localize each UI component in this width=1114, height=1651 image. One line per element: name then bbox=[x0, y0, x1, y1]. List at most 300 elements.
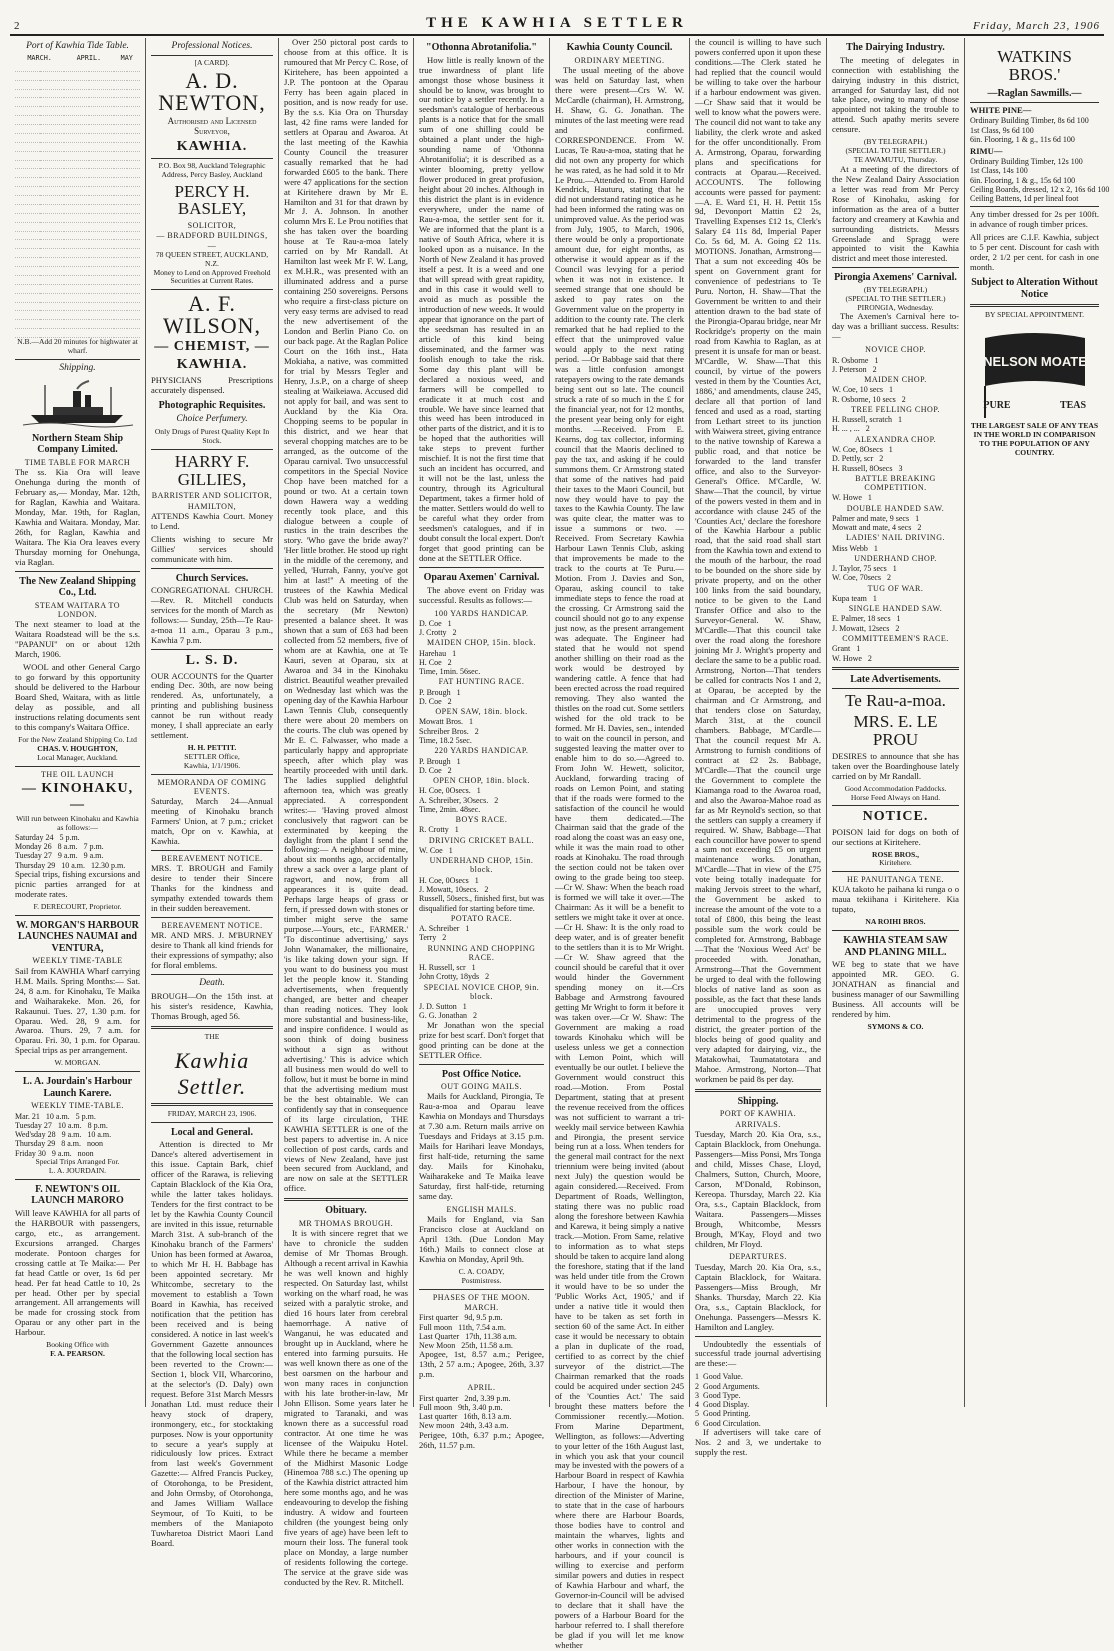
column-3 bbox=[279, 37, 414, 1588]
tide-cell bbox=[114, 80, 127, 89]
tide-cell bbox=[114, 284, 127, 293]
le-prou-horse-feed: Horse Feed Always on Hand. bbox=[850, 792, 941, 802]
lsd-notice: OUR ACCOUNTS for the Quarter ending Dec. 30th, are now being rendered. As, unfortunately, a printing and publishing business cannot be run without ready money, I shall appreciate an early settlement. bbox=[151, 670, 273, 741]
wilson-photographic: Photographic Requisites. bbox=[158, 399, 266, 411]
tide-cell bbox=[127, 293, 140, 302]
tide-cell bbox=[127, 204, 140, 213]
nzs-notice: The next steamer to load at the Waitara Roadstead will be the s.s. "PAPANUI" on or about 12th March, 1906. bbox=[15, 619, 140, 660]
tide-cell bbox=[114, 151, 127, 160]
newton-surveyor-name: A. D. NEWTON, bbox=[158, 67, 266, 115]
oparau-event-result: J. D. Sutton 1 bbox=[419, 1002, 467, 1012]
tide-cell bbox=[15, 133, 40, 142]
death-title: Death. bbox=[199, 978, 225, 989]
oil-launch-name: — KINOHAKU, — bbox=[21, 780, 134, 813]
nss-company-name: Northern Steam Ship Company Limited. bbox=[31, 432, 124, 456]
tide-cell bbox=[89, 213, 114, 222]
moon-april-perigee: Perigee, 10th, 6.37 p.m.; Apogee, 26th, 11.57 p.m. bbox=[419, 1429, 544, 1450]
notice-place: Kiritehere. bbox=[879, 858, 912, 868]
price-row: Ordinary Building Timber, 12s 100 bbox=[970, 157, 1083, 167]
tide-cell bbox=[40, 213, 65, 222]
tide-row bbox=[15, 151, 140, 160]
moon-row: First quarter 9d, 9.5 p.m. bbox=[419, 1313, 503, 1323]
english-mails-sign: C. A. COADY, bbox=[458, 1267, 505, 1277]
oparau-event-result: W. Coe 1 bbox=[419, 845, 453, 855]
tide-cell bbox=[127, 213, 140, 222]
moon-march-label: MARCH. bbox=[464, 1303, 499, 1313]
bereavement-body-1: MRS. T. BROUGH and Family desire to tender their Sincere Thanks for the kindness and sympathy extended towards them in their sudden bereavement. bbox=[151, 863, 273, 914]
tide-cell bbox=[40, 275, 65, 284]
jourdain-row: Wed'sday 28 9 a.m. 10 a.m. bbox=[15, 1130, 112, 1140]
tide-cell bbox=[127, 142, 140, 151]
notice-sign: ROSE BROS., bbox=[871, 849, 920, 859]
pirongia-event-title: ALEXANDRA CHOP. bbox=[854, 434, 937, 444]
newton-surveyor-role: Authorised and Licensed Surveyor, bbox=[167, 115, 257, 137]
tide-cell bbox=[89, 63, 114, 71]
essential-item: 4 Good Display. bbox=[695, 1400, 750, 1410]
tide-cell bbox=[127, 133, 140, 142]
tide-cell bbox=[89, 222, 114, 231]
oparau-event-title: OPEN CHOP, 18in. block. bbox=[433, 776, 530, 786]
moon-row: Full moon 9th, 3.40 p.m. bbox=[419, 1402, 503, 1412]
county-council-title: Kawhia County Council. bbox=[566, 42, 673, 53]
tide-cell bbox=[40, 284, 65, 293]
newton-surveyor-town: KAWHIA. bbox=[176, 138, 248, 154]
tide-cell bbox=[64, 71, 89, 80]
tide-row bbox=[15, 222, 140, 231]
pirongia-event-result: W. Coe, 10 secs 1 bbox=[832, 385, 894, 395]
moon-april-rows bbox=[419, 1394, 544, 1431]
pirongia-event-result: R. Osborne, 10 secs 2 bbox=[832, 394, 906, 404]
pirongia-event-title: COMMITTEEMEN'S RACE. bbox=[842, 634, 949, 644]
wilson-prescriptions: PHYSICIANS Prescriptions accurately dispensed. bbox=[151, 374, 273, 395]
tide-month-header: APRIL. bbox=[76, 54, 102, 63]
oparau-event-result: Time, 2min. 48sec. bbox=[419, 804, 481, 814]
dairying-body-2: At a meeting of the directors of the New Zealand Dairy Association a letter was read from Mr Percy Rose of Kinohaku, asking for information as the area of a butter factory and creamery at Kawhia and surrounding districts. Messrs Greenslade and Spragg were appointed to visit the Kawhia district and meet those interested. bbox=[832, 163, 959, 264]
tide-cell bbox=[64, 133, 89, 142]
price-row: 6in. Flooring, 1 & g., 15s 6d 100 bbox=[970, 175, 1076, 185]
tide-row bbox=[15, 142, 140, 151]
le-prou-notice: DESIRES to announce that she has taken over the Boardinghouse lately carried on by Mr Randall. bbox=[832, 750, 959, 781]
pirongia-event-result: H. Russell, 8Osecs 3 bbox=[832, 463, 903, 473]
newton-booking: Booking Office with bbox=[46, 1340, 109, 1350]
pirongia-results bbox=[832, 345, 959, 663]
pirongia-event-result: Kupa team 1 bbox=[832, 593, 877, 603]
pirongia-event-result: J. Mowatt, 12secs 2 bbox=[832, 623, 900, 633]
tide-table-title: Port of Kawhia Tide Table. bbox=[26, 41, 129, 51]
tide-cell bbox=[114, 142, 127, 151]
notice-body: POISON laid for dogs on both of our sections at Kiritehere. bbox=[832, 826, 959, 847]
jourdain-row: Thursday 29 8 a.m. noon bbox=[15, 1139, 103, 1149]
panuitanga-sign: NA ROIHI BROS. bbox=[865, 917, 926, 927]
tide-cell bbox=[114, 213, 127, 222]
county-council-sub: ORDINARY MEETING. bbox=[574, 55, 665, 65]
pirongia-event-result: D. Pettly, scr 2 bbox=[832, 454, 884, 464]
oparau-event-result: P. Brough 1 bbox=[419, 756, 461, 766]
pirongia-event-result: Palmer and mate, 9 secs 1 bbox=[832, 513, 920, 523]
shipping-title: Shipping. bbox=[59, 362, 96, 373]
tide-row bbox=[15, 71, 140, 80]
tide-table bbox=[15, 55, 140, 338]
tide-cell bbox=[89, 151, 114, 160]
tide-cell bbox=[40, 293, 65, 302]
nzs-agent-name: CHAS. V. HOUGHTON, bbox=[37, 743, 118, 753]
tide-cell bbox=[64, 151, 89, 160]
tide-cell bbox=[40, 151, 65, 160]
teas-logo-text: TEAS bbox=[1059, 400, 1086, 412]
pure-logo-text: PURE bbox=[982, 400, 1011, 412]
news-paragraphs: Over 250 pictoral post cards to choose from at this office. It is rumoured that Mr Percy C. Rose, of Kiritehere, has been appointed a J.P. The pontoon at the Oparau Ferry has been again placed in position, and is now ready for use. By the s.s. Kia Ora on Thursday last, 42 fine rams were landed for settlers at Oparau and Awaroa. At the last meeting of the Kawhia County Council the treasurer casually remarked that he had forwarded £605 to the bank. There were 47 applications for the section at Kiritehere drawn by Mr E. Hamilton and 31 for that drawn by Mr J. A. Johnson. In another column Mrs E. Le Prou notifies that she has taken over the boarding house at Te Rau-a-moa lately carried on by Mr Randall. At Hamilton last week Mr F. W. Lang, ex M.H.R., was presented with an illuminated address and a purse containing 250 sovereigns. Persons who require a first-class picture on very easy terms are advised to read the new advertisement of the London and Berlin Piano Co. on our back page. At the Raglan Police Court on the 16th inst., Hata Mokiaha, a native, was committed for trial by Messrs Tegler and Henry, J.s.P., on a charge of sheep stealing at Waikeiawa. Accused did not apply for bail, and was sent to Auckland by the Kia Ora. Chopping seems to be popular in this district, and we hear that several chopping matches are to be arranged, as the outcome of the Oparau carnival. Two unsuccessful competitors in the Special Novice Chop have been matched for a pound or two. At a certain town down Hawera way a wedding recently took place, and this dialogue between a couple of rustics in the train describes the story. 'Who gave the bride away?' 'Her little brother. He stood up right in the middle of the ceremony, and yelled, 'Hurrah, Fanny, you've got him at last!'' A meeting of the trustees of the Kawhia Medical Club was held on Saturday, when the secretary (Mr Newton) presented a balance sheet. It was shown that a sum of £63 had been collected from 52 members, five of whom are at Kawhia, one at Te Kauri, seven at Oparau, six at Awaroa and 34 in the Kinohaku district. Beautiful weather prevailed on Wednesday last which was the opening day of the Kawhia Harbour Lawn Tennis Club, consequently there were about 20 members on the courts. The club was opened by Mr E. C. Falwasser, who made a particularly happy and appropriate speech, after which play was heartily proceeded with until dark. The ladies supplied delightful afternoon tea, which was greatly appreciated. A correspondent writes:— 'Having proved almost conclusively that ragwort can be exterminated by keeping the daylight from the plant I send the following:— A neighbour of mine, about six months ago, accidentally threw a sack over a large plant of ragwort, and now, from all appearances it is quite dead. Perhaps large heaps of grass or fern, if pressed down with stones or timber might serve the same purpose.—Yours, etc., FARMER.' 'To discontinue advertising,' says John Wanamaker, the millionaire, 'is like taking down your sign. If you want to do business you must let the people know it. Standing advertisements, when frequently changed, are better and cheaper than reading notices. They look more substantial and business-like, and inspire confidence. I would as soon think of doing business without a sign as without advertising.' This is advice which all business men would do well to follow, but it must be borne in mind that the advertising medium must be the best obtainable. We can confidently say that in consequence of its large circulation, THE KAWHIA SETTLER is one of the best papers to advertise in. A nice collection of post cards, cards and views of New Zealand, have just been secured from Auckland, and are now on sale at the SETTLER office. bbox=[284, 37, 408, 1194]
tide-cell bbox=[89, 71, 114, 80]
tide-cell bbox=[127, 151, 140, 160]
pirongia-event-result: W. Coe, 70secs 2 bbox=[832, 573, 892, 583]
tide-cell bbox=[114, 222, 127, 231]
column-1 bbox=[10, 38, 146, 1407]
oparau-carnival-close: Mr Jonathan won the special prize for best scarf. Don't forget that good printing can be done at the SETTLER Office. bbox=[419, 1019, 544, 1060]
oparau-carnival-intro: The above event on Friday was successful. Results as follows:— bbox=[419, 584, 544, 605]
tide-cell bbox=[89, 133, 114, 142]
lsd-office: SETTLER Office, bbox=[184, 752, 240, 762]
nelson-moate-logo-text: NELSON MOATE bbox=[982, 354, 1087, 370]
steamer-illustration bbox=[23, 377, 133, 429]
nzs-company-name: The New Zealand Shipping Co., Ltd. bbox=[19, 575, 136, 599]
tide-cell bbox=[15, 142, 40, 151]
dairying-place: TE AWAMUTU, Thursday. bbox=[853, 154, 938, 164]
basley-building: — BRADFORD BUILDINGS, — bbox=[156, 231, 268, 250]
oparau-event-title: UNDERHAND CHOP, 15in. block. bbox=[429, 856, 534, 875]
pirongia-event-title: BATTLE BREAKING COMPETITION. bbox=[855, 473, 936, 493]
gillies-town: HAMILTON, bbox=[187, 501, 237, 511]
wilson-role: — CHEMIST, — bbox=[154, 339, 270, 355]
tide-cell bbox=[127, 80, 140, 89]
oparau-event-title: 100 YARDS HANDICAP. bbox=[434, 608, 529, 618]
pirongia-event-title: NOVICE CHOP. bbox=[865, 345, 926, 355]
tide-cell bbox=[64, 204, 89, 213]
tide-cell bbox=[64, 213, 89, 222]
jourdain-schedule bbox=[15, 1112, 140, 1158]
oparau-event-result: J. Crotty 2 bbox=[419, 628, 457, 638]
tide-cell bbox=[15, 275, 40, 284]
tide-cell bbox=[15, 80, 40, 89]
oparau-event-result: J. Mowatt, 10secs. 2 bbox=[419, 884, 489, 894]
tide-cell bbox=[15, 71, 40, 80]
tide-cell bbox=[40, 204, 65, 213]
moon-row: Last quarter 16th, 8.13 a.m. bbox=[419, 1412, 512, 1422]
tide-cell bbox=[127, 284, 140, 293]
le-prou-accommodation: Good Accommodation Paddocks. bbox=[844, 783, 947, 793]
dairying-special: (SPECIAL TO THE SETTLER.) bbox=[845, 146, 946, 156]
post-office-title: Post Office Notice. bbox=[441, 1068, 522, 1080]
le-prou-name: MRS. E. LE PROU bbox=[853, 712, 938, 750]
panuitanga-body: KUA takoto he paihana ki runga o o maua tekiihana i Kiritehere. Kia tupato, bbox=[832, 884, 959, 915]
tide-row bbox=[15, 204, 140, 213]
jourdain-row: Mar. 21 10 a.m. 5 p.m. bbox=[15, 1111, 96, 1121]
tide-row bbox=[15, 213, 140, 222]
gillies-clients: Clients wishing to secure Mr Gillies' services should communicate with him. bbox=[151, 533, 273, 564]
moon-phases-title: PHASES OF THE MOON. bbox=[432, 1292, 531, 1302]
pirongia-special: (SPECIAL TO THE SETTLER.) bbox=[845, 293, 946, 303]
tide-cell bbox=[127, 63, 140, 71]
tide-cell bbox=[127, 222, 140, 231]
pirongia-event-title: LADIES' NAIL DRIVING. bbox=[846, 533, 945, 543]
tide-cell bbox=[64, 142, 89, 151]
oil-launch-row: Saturday 24 5 p.m. bbox=[15, 832, 80, 842]
church-title: Church Services. bbox=[175, 572, 249, 584]
oil-launch-row: Tuesday 27 9 a.m. 9 a.m. bbox=[15, 851, 104, 861]
nelson-moate-flag-logo bbox=[975, 324, 1095, 420]
rimu-prices bbox=[970, 157, 1110, 204]
oparau-event-result: A. Schreiber, 3Osecs. 2 bbox=[419, 795, 499, 805]
gillies-role: BARRISTER AND SOLICITOR, bbox=[151, 491, 273, 501]
pirongia-event-title: MAIDEN CHOP. bbox=[864, 375, 927, 385]
moon-row: Last Quarter 17th, 11.38 a.m. bbox=[419, 1331, 517, 1341]
pirongia-event-result: R. Osborne 1 bbox=[832, 355, 879, 365]
morgan-timetable-heading: WEEKLY TIME-TABLE bbox=[32, 956, 123, 966]
oparau-event-title: 220 YARDS HANDICAP. bbox=[434, 746, 529, 756]
basley-role: SOLICITOR, bbox=[187, 221, 237, 231]
oparau-event-result: Russell, 50secs., finished first, but was disqualified for starting before time. bbox=[419, 894, 546, 913]
wilson-perfumery: Choice Perfumery. bbox=[176, 414, 248, 425]
page-number: 2 bbox=[14, 20, 20, 32]
panuitanga-title: HE PANUITANGA TENE. bbox=[846, 875, 945, 885]
tide-row bbox=[15, 275, 140, 284]
price-row: 6in. Flooring, 1 & g., 11s 6d 100 bbox=[970, 134, 1075, 144]
shipping-port-title: Shipping. bbox=[737, 1095, 779, 1107]
tide-cell bbox=[64, 275, 89, 284]
jourdain-launch-title: L. A. Jourdain's Harbour Launch Karere. bbox=[22, 1076, 133, 1099]
morgan-schedule: Sail from KAWHIA Wharf carrying H.M. Mails. Spring Months:— Sat. 24, 8 a.m. for Kinohaku, Te Maika and Waiharakeke. Mon. 26, for Rakaunui. Tues. 27, 1.30 p.m. for Oparau. Wed. 28, 9 a.m. for Awaroa. Thurs. 29, 7 a.m. for Oparau. Fri. 30, 1 p.m. for Oparau. Special trips as per arrangement. bbox=[15, 965, 140, 1056]
essential-item: 2 Good Arguments. bbox=[695, 1381, 760, 1391]
morgan-sign: W. MORGAN. bbox=[54, 1058, 101, 1068]
column-8 bbox=[965, 38, 1110, 1407]
column-7 bbox=[827, 38, 965, 1407]
tide-cell bbox=[40, 133, 65, 142]
oparau-event-title: FAT HUNTING RACE. bbox=[438, 677, 525, 687]
pirongia-event-result: H. Russell, scratch 1 bbox=[832, 415, 902, 425]
obituary-title: Obituary. bbox=[325, 1205, 367, 1217]
post-office-body: Mails for Auckland, Pirongia, Te Rau-a-moa and Oparau leave Kawhia on Mondays and Thursdays at 7.30 a.m. Return mails arrive on Tuesdays and Fridays at 3.15 p.m. Mails for Harihari leave Mondays, first half-tide, returning the same day. Mails for Kinohaku, Waiharakeke and Te Maika leave Saturday, first half-tide, returning same day. bbox=[419, 1091, 544, 1202]
oparau-event-result: Mowatt Bros. 1 bbox=[419, 717, 473, 727]
tide-cell bbox=[89, 204, 114, 213]
tide-cell bbox=[64, 222, 89, 231]
masthead-date: Friday, March 23, 1906 bbox=[973, 20, 1100, 32]
rau-title: Te Rau-a-moa. bbox=[845, 691, 946, 711]
paper-logo-the: THE bbox=[204, 1032, 220, 1042]
pirongia-event-result: Grant 1 bbox=[832, 644, 861, 654]
oparau-event-result: D. Coe 1 bbox=[419, 618, 452, 628]
rimu-label: RIMU— bbox=[970, 146, 1003, 157]
oparau-event-title: DRIVING CRICKET BALL. bbox=[428, 835, 535, 845]
nzs-agent-for: For the New Zealand Shipping Co. Ltd bbox=[18, 735, 137, 745]
tide-cell bbox=[15, 293, 40, 302]
sawmill-sign: SYMONS & CO. bbox=[867, 1022, 924, 1032]
oparau-event-result: Schreiber Bros. 2 bbox=[419, 726, 479, 736]
moon-row: New moon 24th, 3.43 a.m. bbox=[419, 1421, 509, 1431]
jourdain-sign: L. A. JOURDAIN. bbox=[48, 1165, 107, 1175]
columns bbox=[10, 37, 1110, 1650]
essential-item: 3 Good Type. bbox=[695, 1390, 741, 1400]
oil-launch-schedule bbox=[15, 833, 140, 870]
tide-row bbox=[15, 133, 140, 142]
tide-cell bbox=[114, 133, 127, 142]
tide-cell bbox=[114, 71, 127, 80]
watkins-title: WATKINS BROS.' bbox=[997, 47, 1072, 84]
essential-item: 1 Good Value. bbox=[695, 1372, 743, 1382]
othonna-body: How little is really known of the true inwardness of plant life amongst those whose business it should be to know, was brought to our notice by a settler recently. In a seedsman's catalogue of herbaceous plants is a notice that for the small sum of one shilling could be obtained a plant under the high-sounding name of 'Othonna Abrotanifolia'; it is described as a winter blooming, pretty yellow flower produced in great profusion, height about 20 inches. Although in this district the plant is in evidence everywhere, under the name of Rau-a-moa, the settler sent for it. We are informed that the plant is a native of South Africa, where it is looked upon as a nuisance. In the North of New Zealand it has proved itself a pest. It is a weed and one that will spread with great rapidity, and in this case it would well to avoid as much as possible the introduction of new weeds. It would appear that ignorance on the part of the seedsman has resulted in an article of this kind being disseminated, and the farmer was foolish enough to take the risk. Some day this plant will be declared a noxious weed, and farmers will be compelled to eradicate it at much cost and trouble. We have since learned that this weed has been introduced in other parts of the district, and it is to be hoped that the authorities will take steps to prevent further mischief. It is not the first time that such an incident has occurred, and it will not be the last, unless the country, through its Agricultural Department, takes a firmer hold of the matter. Settlers would do well to be careful what they order from seedsmen's catalogues, and if in doubt consult the local expert. Don't forget that good printing can be done at the SETTLER Office. bbox=[419, 54, 544, 564]
pirongia-event-result: H. ... , ... 2 bbox=[832, 424, 870, 434]
oil-launch-title: THE OIL LAUNCH bbox=[41, 769, 114, 779]
gillies-name: HARRY F. GILLIES, bbox=[174, 451, 250, 489]
pirongia-event-title: UNDERHAND CHOP. bbox=[854, 553, 937, 563]
watkins-sub: —Raglan Sawmills.— bbox=[987, 87, 1082, 99]
tide-row bbox=[15, 63, 140, 71]
paper-logo: Kawhia Settler. bbox=[174, 1048, 250, 1099]
newton-launch-title: F. NEWTON'S OIL LAUNCH MARORO bbox=[31, 1183, 124, 1207]
newton-launch-notice: Will leave KAWHIA for all parts of the HARBOUR with passengers, cargo, etc., as arrangement. Excursions arranged. Charges moderate. Pontoon charges for crossing cattle at Te Maika:— Per fat head Cattle or over, 1s 6d per head. Per fat head Cattle to 10, 2s per head. Other per by special arrangement. All arrangements will be made for crossing stock from Oparau or any other part in the Harbour. bbox=[15, 1207, 140, 1338]
english-mails-body: Mails for England, via San Francisco close at Auckland on April 13th. (Due London May 16th.) Mails to connect close at Kawhia on Monday, April 9th. bbox=[419, 1214, 544, 1265]
pirongia-event-result: J. Peterson 2 bbox=[832, 364, 877, 374]
basley-name: PERCY H. BASLEY, bbox=[174, 181, 250, 219]
tide-cell bbox=[114, 204, 127, 213]
jourdain-note: Special Trips Arranged For. bbox=[35, 1156, 120, 1166]
pirongia-telegraph: (BY TELEGRAPH.) bbox=[863, 285, 928, 295]
oparau-event-result: D. Coe 2 bbox=[419, 765, 452, 775]
tide-cell bbox=[15, 151, 40, 160]
pirongia-carnival-title: Pirongia Axemens' Carnival. bbox=[834, 272, 957, 284]
oil-launch-row: Thursday 29 10 a.m. 12.30 p.m. bbox=[15, 860, 126, 870]
oparau-event-result: John Crotty, 18yds 2 bbox=[419, 972, 490, 982]
nss-schedule: The ss. Kia Ora will leave Onehunga during the month of February as,— Monday, Mar. 12th, for Raglan, Kawhia and Waitara. Monday, Mar. 19th, for Raglan, Kawhia and Waitara. Monday, Mar. 26th, for Raglan, Kawhia and Waitara. The Kia Ora leaves every Thursday morning for Onehunga, via Raglan. bbox=[15, 467, 140, 567]
oil-launch-proprietor: F. DERECOURT, Proprietor. bbox=[33, 901, 122, 911]
pirongia-event-title: DOUBLE HANDED SAW. bbox=[846, 503, 945, 513]
local-general-body: Attention is directed to Mr Dance's altered advertisement in this issue. Captain Bark, chief officer of the Rarawa, is relieving Captain Blacklock of the Kia Ora, while the latter takes holidays. Tenders for the first contract to be let by the Kawhia County Council are invited in this issue, returnable March 31st. A sub-branch of the Kinohaku branch of the Farmers' Union has been formed at Awaroa, to which Mr H. H. Babbage has been appointed secretary. Mr Whitcombe, secretary to the movement to establish a Town Board in Kawhia, has received notification that the petition has been received and is being considered. A notice in last week's Government Gazette announces that the following local section has been reverted to the Crown:— Section 1, block VII, Wharcorino, at the selector's (D. Daly) own request. Before 31st March Messrs Jonathan Ltd. must reduce their heavy stock of drapery, ironmongery, etc., for stocktaking purposes. Now is your opportunity to secure a year's supply at ridiculously low prices. Extract from last week's Government Gazette:— Alfred Francis Puckey, of Otorohonga, to be President, and John Ormsby, of Otorohonga, and James William Wallace Seymour, of To Kuiti, to be members of the Maniapoto Tuwharetoa District Maori Land Board. bbox=[151, 1139, 273, 1549]
basley-money: Money to Lend on Approved Freehold Securities at Current Rates. bbox=[153, 267, 271, 286]
pirongia-event-result: E. Palmer, 18 secs 1 bbox=[832, 614, 901, 624]
oparau-event-result: H. Russell, scr 1 bbox=[419, 963, 476, 973]
sawmill-title: KAWHIA STEAM SAW AND PLANING MILL. bbox=[843, 935, 948, 958]
price-row: Ceiling Boards, dressed, 12 x 2, 16s 6d 100 bbox=[970, 184, 1110, 194]
column-6 bbox=[690, 37, 827, 1457]
basley-street: 78 QUEEN STREET, AUCKLAND, N.Z. bbox=[155, 250, 269, 268]
tide-cell bbox=[64, 293, 89, 302]
column-4 bbox=[414, 38, 550, 1450]
oparau-event-result: R. Crotty 1 bbox=[419, 825, 459, 835]
moon-april-label: APRIL. bbox=[467, 1383, 496, 1393]
masthead-title: THE KAWHIA SETTLER bbox=[426, 15, 688, 31]
oparau-event-result: Time, 18.2 5sec. bbox=[419, 735, 472, 745]
pirongia-event-result: Miss Webb 1 bbox=[832, 543, 878, 553]
pirongia-place: PIRONGIA, Wednesday. bbox=[857, 302, 934, 312]
tide-cell bbox=[40, 71, 65, 80]
tide-cell bbox=[89, 284, 114, 293]
tide-cell bbox=[40, 142, 65, 151]
moate-tagline: THE LARGEST SALE OF ANY TEAS IN THE WORLD IN COMPARISON TO THE POPULATION OF ANY COUNTRY. bbox=[970, 421, 1099, 457]
pirongia-event-result: J. Taylor, 75 secs 1 bbox=[832, 564, 897, 574]
oparau-event-result: G. G. Jonathan 2 bbox=[419, 1011, 477, 1021]
moon-row: First quarter 2nd, 3.39 p.m. bbox=[419, 1393, 511, 1403]
essentials-intro: Undoubtedly the essentials of successful trade journal advertising are these:— bbox=[695, 1338, 821, 1369]
tide-cell bbox=[127, 71, 140, 80]
tide-cell bbox=[64, 284, 89, 293]
notice-title: NOTICE. bbox=[862, 809, 929, 825]
dairying-title: The Dairying Industry. bbox=[846, 42, 945, 53]
pirongia-event-result: Mowatt and mate, 4 secs 2 bbox=[832, 523, 922, 533]
essentials-close: If advertisers will take care of Nos. 2 and 3, we undertake to supply the rest. bbox=[695, 1427, 821, 1457]
tide-cell bbox=[127, 275, 140, 284]
white-pine-label: WHITE PINE— bbox=[970, 105, 1032, 116]
english-mails-role: Postmistress. bbox=[461, 1275, 502, 1285]
pirongia-event-result: W. Howe 1 bbox=[832, 493, 872, 503]
departures-title: DEPARTURES. bbox=[729, 1252, 787, 1262]
oparau-event-title: SPECIAL NOVICE CHOP, 9in. block. bbox=[423, 982, 540, 1001]
tide-cell bbox=[89, 275, 114, 284]
paper-date: FRIDAY, MARCH 23, 1906. bbox=[167, 1109, 257, 1119]
nss-timetable-heading: TIME TABLE FOR MARCH bbox=[24, 457, 131, 467]
tide-cell bbox=[15, 204, 40, 213]
oparau-event-result: P. Brough 1 bbox=[419, 687, 461, 697]
tide-cell bbox=[15, 284, 40, 293]
dressing-note: Any timber dressed for 2s per 100ft. in advance of rough timber prices. bbox=[970, 209, 1099, 230]
oparau-event-result: H. Coe, 0Osecs. 1 bbox=[419, 786, 481, 796]
special-appointment: BY SPECIAL APPOINTMENT. bbox=[984, 310, 1085, 320]
card-label: [A CARD]. bbox=[194, 58, 230, 68]
obituary-subject: MR THOMAS BROUGH. bbox=[298, 1218, 394, 1228]
column-5 bbox=[550, 38, 690, 1650]
tide-cell bbox=[114, 293, 127, 302]
county-council-continued: the council is willing to have such powers conferred upon it upon these conditions.—The Clerk stated he had replied that the council would be willing to take over the harbour if a harbour endowment was given.—Cr Shaw said that it would be well to know what the powers were. The council did not want to take any liability, the clerk wrote and asked for the offer unconditionally. From A. Armstrong, Oparau, forwarding plans and specifications for contracts at Oparau.—Received. ACCOUNTS. The following accounts were passed for payment:—A. E. Ward £1, H. H. Pettit 15s 9d, Devonport Mattin £2 2s, Travelling Expenses £12 1s, Clerk's Salary £4 11s 8d, Imperial Paper Co. 5s 6d, M. A. Going £2 11s. MOTIONS. Jonathan, Armstrong—That a sum not exceeding 40s be spent on Government grant for convenience of pedestrians to Te Puru. Norton, H. Shaw—That the Government be written to and their attention drawn to the bad state of the Pirongia-Oparau bridge, near Mr Rockridge's property on the main road from Kawhia to Raglan, as at present it is unsafe for man or beast. M'Cardle, W. Shaw—That this council, by virtue of the powers vested in them by the 'Counties Act, 1886,' and amendments, clause 245, declare all that portion of land fenced and used as a road, starting from Lethart street to its junction with Waiwera street, giving entrance to the native township of Karewa a public road, and that notice be forwarded to the land transfer office, and also to the Surveyor-General's Office. M'Cardle, W. Shaw—That the council, by virtue of the powers vested in them and in accordance with clause 245 of the 'Counties Act,' declare the foreshore of the Kawhia Harbour a public road, that the said road shall start from the Kawhia town and extend to the mouth of the harbour, the road to be bounded on the shore side by private property, and on the other 100 links from the said boundary, notice to be given to the Land Transfer Office and also to the Surveyor-General. W. Shaw, M'Cardle—That this council take over the road along the foreshore joining Mr J. Wright's property and declare the same to be a public road. Armstrong, Norton—That tenders be called for contracts Nos 1 and 2, at Oparau, be accepted by the chairman and Cr Armstrong, and that tenders close on Saturday, March 31st, at the council chambers. Babbage, M'Cardle—That the council request Mr A. Armstrong to furnish conditions of contract at £2 2s. Babbage, M'Cardle—That the council urge the Government to complete the Kiamanga road to the Awaroa road, and also the Awaroa-Mahoe road as far as Mr Reynold's section, so that the settlers can supply a creamery if required. W. Shaw, Babbage—That each councillor have power to spend a sum not exceeding £5 on urgent maintenance works. Jonathan, M'Cardle—That in view of the £75 vote being totally inadequate for making Jervois street to the wharf, the Government be asked to increase the amount of the vote to a total of £800, this being the least possible sum the work could be completed for. Armstrong, Babbage—That the 'Noxious Weed Act' be proceeded with. Jonathan, Armstrong—That the Government be urged to deal with the following blocks of native land as soon as possible, as the fact that these lands are unoccupied proves very detrimental to the progress of the district, the greater portion of the blocks being of good quality and very adapted for dairying, viz., the Matakowhai, Taumatatotara and Mahoe. Armstrong, Norton—That workmen be paid 8s per day. bbox=[695, 37, 822, 1084]
professional-notices-title: Professional Notices. bbox=[171, 41, 253, 51]
lsd-title: L. S. D. bbox=[185, 653, 239, 669]
memoranda-title: MEMORANDA OF COMING EVENTS. bbox=[157, 777, 267, 796]
tide-cell bbox=[89, 142, 114, 151]
oparau-event-title: POTATO RACE. bbox=[450, 913, 513, 923]
oil-launch-row: Monday 26 8 a.m. 7 p.m. bbox=[15, 842, 104, 852]
oparau-event-result: H. Coe 2 bbox=[419, 657, 452, 667]
tide-row bbox=[15, 80, 140, 89]
oparau-event-title: MAIDEN CHOP, 15in. block. bbox=[427, 638, 536, 648]
departures-body: Tuesday, March 20. Kia Ora, s.s., Captain Blacklock, for Waitara. Passengers—Miss Brough, Mr Shanks. Thursday, March 22. Kia Ora, s.s., Captain Blacklock, for Onehunga. Passengers—Messrs K. Hamilton and Langley. bbox=[695, 1261, 821, 1332]
moon-march-perigee: Apogee, 1st, 8.57 a.m.; Perigee, 13th, 2 57 a.m.; Apogee, 26th, 3.37 p.m. bbox=[419, 1349, 544, 1380]
gillies-notice: ATTENDS Kawhia Court. Money to Lend. bbox=[151, 511, 273, 531]
wool-notice: WOOL and other General Cargo to go forward by this opportunity should be delivered to the Harbour Board Shed, Waitara, with as little delay as possible, and all instructions relating documents sent to this company's Waitara Office. bbox=[15, 662, 140, 733]
jourdain-timetable-heading: WEEKLY TIME-TABLE. bbox=[31, 1101, 124, 1111]
pirongia-event-result: W. Howe 2 bbox=[832, 653, 872, 663]
wilson-town: KAWHIA. bbox=[176, 357, 248, 373]
tide-cell bbox=[89, 80, 114, 89]
tide-cell bbox=[114, 275, 127, 284]
oparau-event-result: Time, 1min. 56sec. bbox=[419, 667, 481, 677]
jourdain-row: Friday 30 9 a.m. noon bbox=[15, 1148, 94, 1158]
masthead bbox=[10, 6, 1104, 36]
oparau-event-result: Terry 2 bbox=[419, 933, 447, 943]
morgan-launch-title: W. MORGAN'S HARBOUR LAUNCHES NAUMAI and VENTURA, bbox=[16, 919, 139, 954]
obituary-body: It is with sincere regret that we have to chronicle the sudden demise of Mr Thomas Brough. Although a recent arrival in Kawhia he was well known and highly respected. On Saturday last, whilst working on the wharf road, he was seized with a paralytic stroke, and died 16 hours later from cerebral haemorrhage. A native of Wanganui, he was educated and brought up in Auckland, where he entered into farming pursuits. He was well known there as one of the best oarsmen on the harbour and won many races in conjunction with his late brother-in-law, Mr John Ellison. Some years later he migrated to Taranaki, and was known there as a successful road contractor. At one time he was licensee of the Waipuku Hotel. While there he became a member of the Midhirst Masonic Lodge (Hinemoa 788 s.c.) The opening up of the Kawhia district attracted him here some months ago, and he was endeavouring to develop the fishing industry. A widow and fourteen children (the youngest being only five years of age) have been left to mourn their loss. The funeral took place on Monday, a large number of residents following the cortege. The service at the grave side was conducted by the Rev. R. Mitchell. bbox=[284, 1228, 408, 1588]
english-mails-title: ENGLISH MAILS. bbox=[446, 1205, 517, 1215]
newton-sign: F. A. PEARSON. bbox=[50, 1349, 105, 1359]
price-terms: All prices are C.I.F. Kawhia, subject to 5 per cent. Discount for cash with order, 2 1/2 per cent. for cash in one month. bbox=[970, 232, 1099, 273]
oparau-event-title: OPEN SAW, 18in. block. bbox=[435, 707, 528, 717]
othonna-title: "Othonna Abrotanifolia." bbox=[426, 42, 537, 53]
sawmill-body: WE beg to state that we have appointed MR. GEO. G. JONATHAN as financial and business manager of our Sawmilling Business. All accounts will be rendered by him. bbox=[832, 959, 959, 1020]
tide-cell bbox=[15, 63, 40, 71]
oparau-carnival-title: Oparau Axemen' Carnival. bbox=[423, 572, 540, 583]
memoranda-body: Saturday, March 24—Annual meeting of Kinohaku branch Farmers' Union, at 7 p.m.; cricket match, Opr on v. Kawhia, at Kawhia. bbox=[151, 796, 273, 847]
pirongia-event-title: SINGLE HANDED SAW. bbox=[848, 604, 943, 614]
price-row: Ordinary Building Timber, 8s 6d 100 bbox=[970, 116, 1089, 126]
dairying-telegraph: (BY TELEGRAPH.) bbox=[863, 137, 928, 147]
lsd-sign: H. H. PETTIT. bbox=[187, 743, 237, 753]
essential-item: 6 Good Circulation. bbox=[695, 1418, 761, 1428]
tide-cell bbox=[40, 222, 65, 231]
